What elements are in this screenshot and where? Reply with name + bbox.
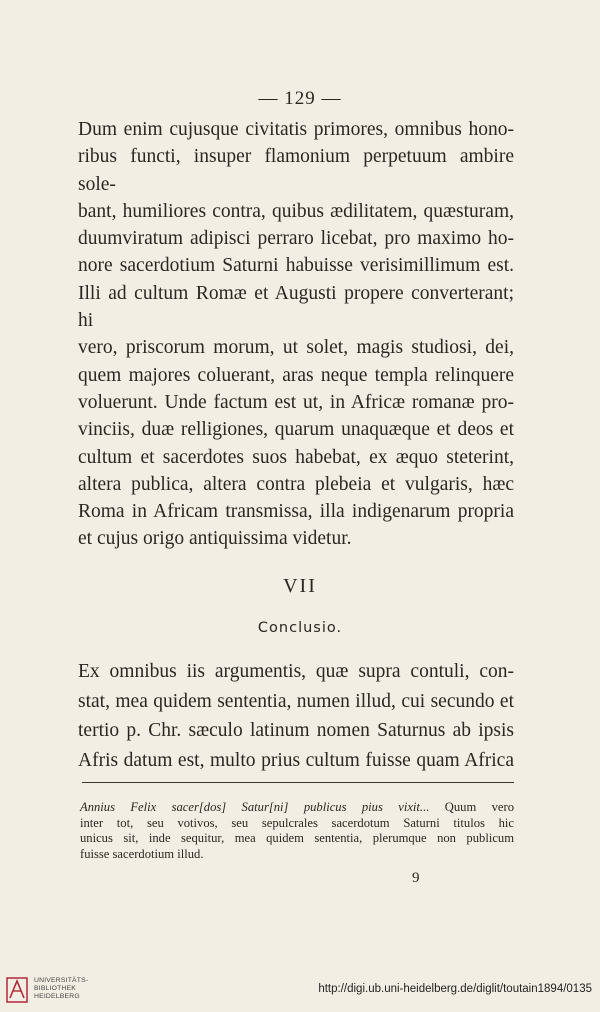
university-library-logo-icon	[6, 976, 28, 1004]
text-line: nore sacerdotium Saturni habuisse verisimillimum est.	[78, 255, 514, 277]
text-line: cultum et sacerdotes suos habebat, ex æquo steterint,	[78, 446, 514, 468]
logo-line: UNIVERSITÄTS-	[34, 977, 89, 984]
footnote-text: Quum vero	[444, 800, 515, 814]
footnote-rule	[82, 782, 514, 783]
footnote	[80, 800, 514, 862]
text-line: tertio p. Chr. sæculo latinum nomen Saturnus ab ipsis	[78, 720, 514, 741]
paragraph-1	[78, 116, 514, 553]
logo-line: HEIDELBERG	[34, 993, 80, 1000]
text-line: vinciis, duæ relligiones, quarum unaquæque et deos et	[78, 419, 514, 441]
footnote-line: inter tot, seu votivos, seu sepulcrales sacerdotum Saturni titulos hic	[80, 815, 514, 830]
footnote-inscription: Annius Felix sacer[dos] Satur[ni] publicus pius vixit...	[80, 800, 430, 814]
text-line: stat, mea quidem sententia, numen illud, cui secundo et	[78, 690, 514, 712]
footnote-line: fuisse sacerdotium illud.	[80, 846, 204, 861]
logo-text	[34, 977, 88, 1001]
footnote-line	[80, 800, 514, 816]
text-line: et cujus origo antiquissima videtur.	[78, 528, 352, 550]
section-numeral: VII	[283, 575, 317, 597]
text-line: Roma in Africam transmissa, illa indigenarum propria	[78, 501, 514, 523]
text-line: quem majores coluerant, aras neque templa relinquere	[78, 364, 514, 386]
text-line: vero, priscorum morum, ut solet, magis studiosi, dei,	[78, 337, 514, 359]
signature-mark: 9	[412, 870, 420, 886]
source-url-link[interactable]: http://digi.ub.uni-heidelberg.de/diglit/toutain1894/0135	[318, 983, 592, 995]
text-line: altera publica, altera contra plebeia et vulgaris, hæc	[78, 473, 514, 495]
footnote-line: unicus sit, inde sequitur, mea quidem sententia, plerumque non publicum	[80, 831, 514, 846]
section-title: Conclusio.	[257, 620, 343, 636]
paragraph-2	[78, 657, 514, 775]
page-number: — 129 —	[258, 88, 342, 109]
text-line: ribus functi, insuper flamonium perpetuum ambire sole-	[78, 146, 514, 195]
text-line: Dum enim cujusque civitatis primores, omnibus hono-	[78, 119, 514, 140]
text-line: duumviratum adipisci perraro licebat, pro maximo ho-	[78, 228, 514, 250]
logo-line: BIBLIOTHEK	[34, 985, 77, 992]
text-line: bant, humiliores contra, quibus ædilitatem, quæsturam,	[78, 200, 514, 222]
text-line: Illi ad cultum Romæ et Augusti propere converterant; hi	[78, 282, 514, 332]
library-footer	[0, 968, 600, 1012]
text-line: Ex omnibus iis argumentis, quæ supra contuli, con-	[78, 661, 514, 682]
text-line: voluerunt. Unde factum est ut, in Africæ romanæ pro-	[78, 391, 514, 413]
text-line: Afris datum est, multo prius cultum fuisse quam Africa	[78, 749, 514, 771]
